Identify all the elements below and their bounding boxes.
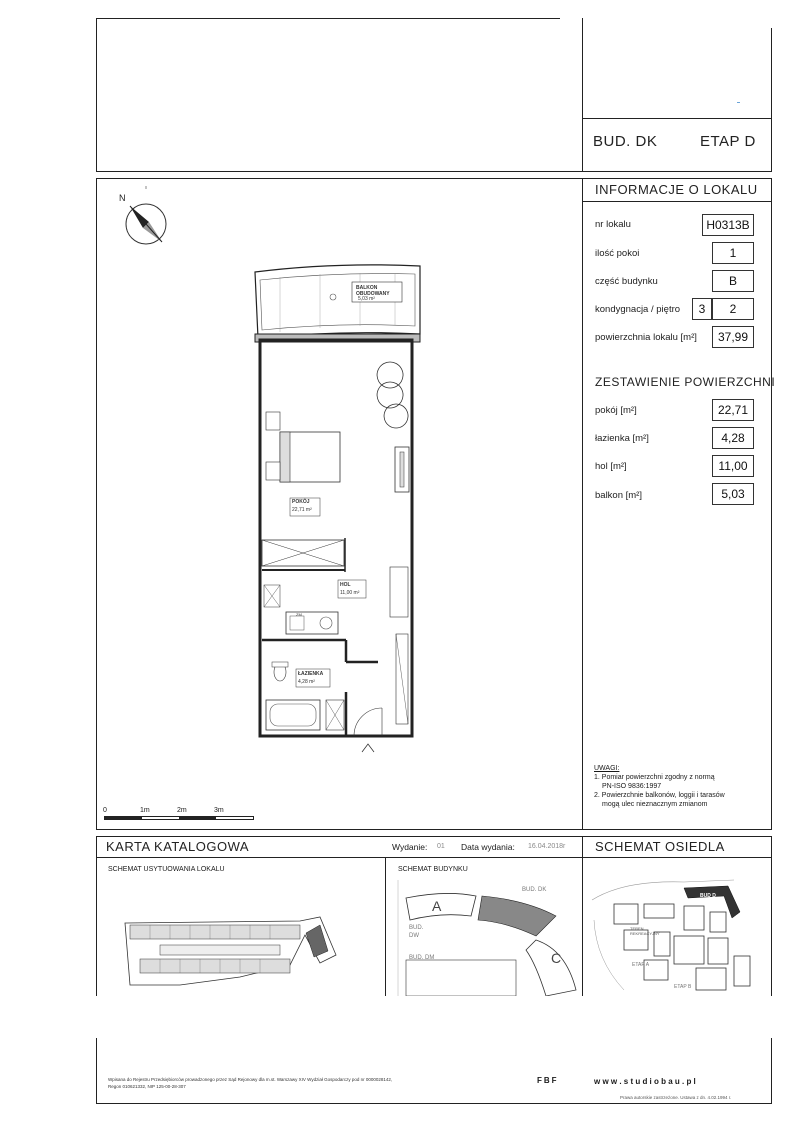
- compass-icon: [116, 186, 174, 250]
- balcony-label-2: OBUDOWANY: [356, 291, 390, 297]
- info-title-line: [582, 201, 772, 202]
- washer-label: ZM: [296, 612, 302, 617]
- notes-line-4: mogą ulec nieznacznym zmianom: [602, 801, 708, 808]
- header-hline: [582, 118, 772, 119]
- area-value-bath: 4,28: [712, 427, 754, 449]
- info-label-area: powierzchnia lokalu [m²]: [595, 332, 697, 343]
- date-value: 16.04.2018r: [528, 843, 566, 850]
- teren-label: TEREN REKREACYJNY: [630, 926, 660, 936]
- svg-text:N: N: [119, 193, 126, 203]
- bud-dm-label: BUD. DM: [409, 955, 435, 961]
- area-value-balcony: 5,03: [712, 483, 754, 505]
- etap-a-label: ETAP A: [632, 962, 650, 968]
- stage-name: ETAP D: [700, 133, 756, 150]
- date-label: Data wydania:: [461, 842, 515, 852]
- scale-2m: 2m: [177, 807, 187, 814]
- balcony-label: BALKON: [356, 285, 378, 291]
- balcony-area: 5,03 m²: [358, 296, 375, 302]
- bath-label: ŁAZIENKA: [298, 671, 324, 677]
- info-value-nr: H0313B: [702, 214, 754, 236]
- room-area: 22,71 m²: [292, 507, 312, 513]
- catalog-title: KARTA KATALOGOWA: [106, 839, 250, 854]
- hall-area: 11,00 m²: [340, 590, 360, 596]
- letter-a: A: [432, 898, 442, 914]
- registry-text-2: Regon 010621332, NIP 125-00-28-307: [108, 1084, 186, 1089]
- bath-area: 4,28 m²: [298, 679, 315, 685]
- floor-plan: [250, 262, 430, 762]
- scale-0: 0: [103, 807, 107, 814]
- header-tick: [737, 102, 740, 103]
- info-value-rooms: 1: [712, 242, 754, 264]
- header-frame: [96, 18, 772, 172]
- building-name: BUD. DK: [593, 133, 658, 150]
- notes-title: UWAGI:: [594, 765, 620, 772]
- info-label-part: część budynku: [595, 276, 658, 287]
- info-value-floor: 2: [712, 298, 754, 320]
- main-divider: [582, 178, 583, 830]
- etap-b-label: ETAP B: [674, 984, 692, 990]
- area-value-hall: 11,00: [712, 455, 754, 477]
- area-label-hall: hol [m²]: [595, 461, 627, 472]
- bud-dw-label-2: DW: [409, 933, 419, 939]
- info-label-floor: kondygnacja / piętro: [595, 304, 681, 315]
- info-value-part: B: [712, 270, 754, 292]
- estate-scheme: [584, 860, 770, 996]
- blank-band: [0, 996, 793, 1038]
- letter-c: C: [551, 950, 562, 966]
- notes-line-1: 1. Pomiar powierzchni zgodny z normą: [594, 774, 715, 781]
- location-scheme: [120, 915, 340, 993]
- estate-title: SCHEMAT OSIEDLA: [595, 839, 725, 854]
- registry-text: Wpisana do Rejestru Przedsiębiorców prowadzonego przez Sąd Rejonowy dla m.st. Warszawy XIV Wydział Gospodarczy pod nr 0000028142,: [108, 1077, 393, 1082]
- info-value-level: 3: [692, 298, 712, 320]
- bud-dw-label: BUD.: [409, 925, 424, 931]
- info-value-area: 37,99: [712, 326, 754, 348]
- edition-value: 01: [437, 843, 445, 850]
- area-label-bath: łazienka [m²]: [595, 433, 649, 444]
- notes-line-2: PN-ISO 9836:1997: [602, 783, 662, 790]
- info-label-nr: nr lokalu: [595, 219, 631, 230]
- studio-logo: FBF: [537, 1076, 559, 1085]
- notes-line-3: 2. Powierzchnie balkonów, loggii i tarasów: [594, 792, 725, 799]
- catalog-hline: [96, 857, 772, 858]
- room-label: POKÓJ: [292, 499, 310, 505]
- bud-dk-label: BUD. DK: [522, 887, 547, 893]
- main-frame: [96, 178, 772, 830]
- edition-label: Wydanie:: [392, 842, 428, 852]
- info-label-rooms: ilość pokoi: [595, 248, 640, 259]
- area-value-room: 22,71: [712, 399, 754, 421]
- info-title: INFORMACJE O LOKALU: [595, 182, 758, 197]
- catalog-divider: [582, 836, 583, 996]
- header-mask: [560, 10, 780, 28]
- scale-1m: 1m: [140, 807, 150, 814]
- scale-3m: 3m: [214, 807, 224, 814]
- building-scheme-title: SCHEMAT BUDYNKU: [398, 866, 468, 873]
- scale-bar: [104, 816, 254, 820]
- area-label-room: pokój [m²]: [595, 405, 637, 416]
- hall-label: HOL: [340, 582, 351, 588]
- copyright-text: Prawa autorskie zastrzeżone. Ustawa z dn. 4.02.1994 r.: [620, 1095, 732, 1100]
- header-divider: [582, 18, 583, 172]
- area-label-balcony: balkon [m²]: [595, 490, 642, 501]
- areas-title: ZESTAWIENIE POWIERZCHNI: [595, 375, 776, 389]
- bud-d-label: BUD D: [700, 893, 716, 899]
- location-scheme-title: SCHEMAT USYTUOWANIA LOKALU: [108, 866, 225, 873]
- website-link[interactable]: w w w . s t u d i o b a u . p l: [594, 1077, 696, 1086]
